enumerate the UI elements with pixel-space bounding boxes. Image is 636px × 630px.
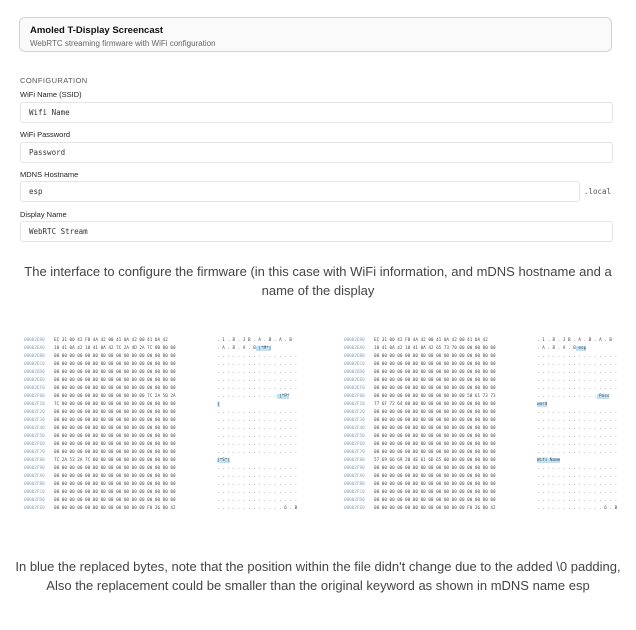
hex-ascii — [217, 482, 297, 487]
hex-ascii-text: . 1 . B . J B . A . B . A . B — [217, 338, 293, 343]
hex-ascii — [217, 506, 297, 511]
hex-ascii — [217, 354, 297, 359]
hex-bytes: 00 00 00 00 00 00 00 00 00 00 00 00 00 00 00 00 — [374, 482, 496, 487]
hex-bytes: 7C 2A 53 2A 7C 00 00 00 00 00 00 00 00 00 00 00 — [54, 458, 176, 463]
hex-ascii — [217, 426, 297, 431]
hex-offset: 00002EB0 — [24, 354, 45, 359]
hex-bytes: 00 00 00 00 00 00 00 00 00 00 00 00 00 00 00 00 — [374, 442, 496, 447]
hex-ascii — [537, 434, 617, 439]
hex-offset: 00002F40 — [344, 426, 365, 431]
hex-offset: 00002F30 — [344, 418, 365, 423]
hex-ascii-text: . . . . . . . . . . . . . . . . — [217, 490, 298, 495]
hex-bytes: 00 00 00 00 00 00 00 00 00 00 00 00 00 00 00 00 — [54, 378, 176, 383]
hex-ascii — [217, 378, 297, 383]
hex-offset: 00002E90 — [344, 338, 365, 343]
hex-offset: 00002F90 — [344, 466, 365, 471]
hex-offset: 00002FC0 — [24, 490, 45, 495]
hex-ascii-text: . . . . . . . . . . . . . . . . — [537, 498, 618, 503]
hex-ascii-text: . . . . . . . . . . . . . 6 . B — [537, 506, 618, 511]
hex-offset: 00002FA0 — [344, 474, 365, 479]
hex-bytes: 00 00 00 00 00 00 00 00 00 00 00 00 00 00 00 00 — [374, 466, 496, 471]
hex-offset: 00002F70 — [344, 450, 365, 455]
replaced-bytes-highlight: word — [537, 402, 548, 407]
hex-offset: 00002FD0 — [24, 498, 45, 503]
hex-ascii — [537, 506, 617, 511]
caption-interface: The interface to configure the firmware (in this case with WiFi information, and mDNS hostname and a name of the display — [24, 264, 612, 298]
hex-ascii — [217, 450, 297, 455]
hex-ascii — [217, 498, 297, 503]
hex-ascii — [537, 338, 617, 343]
hex-bytes: 00 00 00 00 00 00 00 00 00 00 00 00 00 00 00 00 — [54, 474, 176, 479]
hex-bytes: 00 00 00 00 00 00 00 00 00 00 00 00 00 00 00 00 — [54, 410, 176, 415]
replaced-bytes-highlight: esp — [575, 346, 587, 351]
hex-bytes: 00 00 00 00 00 00 00 00 00 00 00 00 00 00 00 00 — [374, 354, 496, 359]
hex-bytes: 00 00 00 00 00 00 00 00 00 00 00 00 00 00 00 00 — [374, 410, 496, 415]
hex-bytes: 57 69 66 69 20 4E 61 6D 65 00 00 00 00 00 00 00 — [374, 458, 496, 463]
hex-ascii — [537, 426, 617, 431]
hex-bytes: 00 00 00 00 00 00 00 00 00 00 00 00 00 00 00 00 — [54, 426, 176, 431]
hex-ascii-text: . . . . . . . . . . . . . . . . — [537, 482, 618, 487]
hex-offset: 00002EC0 — [344, 362, 365, 367]
hex-ascii — [217, 402, 297, 407]
hex-bytes: 00 00 00 00 00 00 00 00 00 00 00 00 00 00 00 00 — [54, 450, 176, 455]
hex-ascii-text: . . . . . . . . . . . . . . . . — [217, 482, 298, 487]
ssid-label: WiFi Name (SSID) — [20, 90, 82, 99]
hex-ascii-text: . . . . . . . . . . . . . . . . — [537, 354, 618, 359]
hex-ascii — [537, 490, 617, 495]
hex-ascii — [537, 418, 617, 423]
hex-offset: 00002ED0 — [344, 370, 365, 375]
hex-ascii — [217, 362, 297, 367]
hex-offset: 00002FA0 — [24, 474, 45, 479]
app-subtitle: WebRTC streaming firmware with WiFi configuration — [30, 39, 216, 48]
hex-ascii-text: . . . . . . . . . . . . . 6 . B — [217, 506, 298, 511]
hex-bytes: 10 41 0A 42 10 41 0A 42 7C 2A 4D 2A 7C 00 00 00 — [54, 346, 176, 351]
hex-ascii — [537, 346, 617, 351]
replaced-bytes-highlight: Wifi Name — [537, 458, 561, 463]
hex-ascii-text: . . . . . . . . . . . . . . . . — [537, 442, 618, 447]
hex-ascii-text: . . . . . . . . . . . . . . . . — [537, 378, 618, 383]
hex-bytes: 00 00 00 00 00 00 00 00 00 00 00 00 00 00 00 00 — [54, 482, 176, 487]
hex-offset: 00002FE0 — [24, 506, 45, 511]
hex-ascii-text: . . . . . . . . . . . . . . . . — [217, 426, 298, 431]
hex-offset: 00002F90 — [24, 466, 45, 471]
hex-offset: 00002EE0 — [344, 378, 365, 383]
hex-bytes: 10 41 0A 42 10 41 0A 42 65 73 70 00 00 00 00 00 — [374, 346, 496, 351]
hex-ascii — [537, 354, 617, 359]
replaced-bytes-highlight: |*P* — [276, 394, 290, 399]
hex-ascii-text: . . . . . . . . . . . . . . . . — [217, 370, 298, 375]
hex-offset: 00002EA0 — [24, 346, 45, 351]
hex-bytes: 00 00 00 00 00 00 00 00 00 00 00 00 00 00 00 00 — [54, 490, 176, 495]
hex-bytes: 00 00 00 00 00 00 00 00 00 00 00 00 00 00 00 00 — [54, 498, 176, 503]
hex-ascii — [217, 490, 297, 495]
mdns-hostname-input[interactable] — [20, 181, 580, 202]
hex-offset: 00002EC0 — [24, 362, 45, 367]
replaced-bytes-highlight: |*M*| — [255, 346, 272, 351]
display-name-input[interactable] — [20, 221, 613, 242]
hex-offset: 00002FB0 — [344, 482, 365, 487]
hex-ascii-text: . A . B . A . B — [217, 346, 256, 351]
hex-offset: 00002FB0 — [24, 482, 45, 487]
password-input[interactable] — [20, 142, 613, 163]
hex-offset: 00002F60 — [24, 442, 45, 447]
mdns-suffix: .local — [584, 187, 612, 196]
hex-bytes: 00 00 00 00 00 00 00 00 00 00 00 00 00 00 00 00 — [54, 354, 176, 359]
hex-offset: 00002F20 — [24, 410, 45, 415]
hex-ascii — [537, 386, 617, 391]
hex-offset: 00002F80 — [24, 458, 45, 463]
hex-ascii-text: . . . . . . . . . . . . . . . . — [217, 418, 298, 423]
hex-ascii — [537, 442, 617, 447]
hex-offset: 00002F40 — [24, 426, 45, 431]
hex-bytes: 00 00 00 00 00 00 00 00 00 00 00 00 F0 36 00 42 — [54, 506, 176, 511]
hex-offset: 00002F10 — [24, 402, 45, 407]
hex-ascii — [537, 410, 617, 415]
hex-ascii — [217, 394, 297, 399]
hex-bytes: 00 00 00 00 00 00 00 00 00 00 00 00 7C 2A 50 2A — [54, 394, 176, 399]
hex-offset: 00002ED0 — [24, 370, 45, 375]
hex-ascii-text: . . . . . . . . . . . . . . . . — [537, 450, 618, 455]
hex-ascii-text: . . . . . . . . . . . . . . . . — [537, 434, 618, 439]
hex-bytes: 00 00 00 00 00 00 00 00 00 00 00 00 00 00 00 00 — [374, 490, 496, 495]
hex-bytes: 00 00 00 00 00 00 00 00 00 00 00 00 00 00 00 00 — [374, 474, 496, 479]
hex-offset: 00002F80 — [344, 458, 365, 463]
hex-bytes: 00 00 00 00 00 00 00 00 00 00 00 00 00 00 00 00 — [374, 426, 496, 431]
display-name-label: Display Name — [20, 210, 67, 219]
hex-ascii — [217, 442, 297, 447]
hex-ascii-text: . . . . . . . . . . . . . . . . — [537, 490, 618, 495]
hex-offset: 00002F00 — [344, 394, 365, 399]
hex-ascii — [537, 450, 617, 455]
hex-offset: 00002FE0 — [344, 506, 365, 511]
hex-ascii — [537, 362, 617, 367]
hex-offset: 00002F10 — [344, 402, 365, 407]
hex-ascii — [217, 458, 297, 463]
hex-bytes: 00 00 00 00 00 00 00 00 00 00 00 00 00 00 00 00 — [374, 450, 496, 455]
hex-dump-original — [24, 338, 296, 514]
hex-bytes: 00 00 00 00 00 00 00 00 00 00 00 00 50 61 73 73 — [374, 394, 496, 399]
hex-offset: 00002EA0 — [344, 346, 365, 351]
hex-ascii — [217, 466, 297, 471]
hex-ascii — [537, 370, 617, 375]
ssid-input[interactable] — [20, 102, 613, 123]
hex-bytes: 77 6F 72 64 00 00 00 00 00 00 00 00 00 00 00 00 — [374, 402, 496, 407]
hex-ascii — [217, 338, 297, 343]
hex-ascii-text: . . . . . . . . . . . . . . . . — [537, 474, 618, 479]
hex-ascii-text: . . . . . . . . . . . . . . . . — [217, 386, 298, 391]
hex-ascii — [217, 474, 297, 479]
hex-ascii-text: . 1 . B . J B . A . B . A . B — [537, 338, 613, 343]
hex-bytes: 00 00 00 00 00 00 00 00 00 00 00 00 00 00 00 00 — [54, 370, 176, 375]
hex-offset: 00002EE0 — [24, 378, 45, 383]
hex-bytes: 00 00 00 00 00 00 00 00 00 00 00 00 00 00 00 00 — [374, 386, 496, 391]
hex-ascii-text: . . . . . . . . . . . . . . . . — [217, 450, 298, 455]
hex-ascii — [537, 466, 617, 471]
hex-bytes: 00 00 00 00 00 00 00 00 00 00 00 00 00 00 00 00 — [374, 418, 496, 423]
hex-bytes: 00 00 00 00 00 00 00 00 00 00 00 00 00 00 00 00 — [54, 386, 176, 391]
hex-bytes: 00 00 00 00 00 00 00 00 00 00 00 00 00 00 00 00 — [374, 434, 496, 439]
hex-ascii-text: . . . . . . . . . . . . . . . . — [537, 466, 618, 471]
replaced-bytes-highlight: | — [217, 402, 220, 407]
hex-ascii — [217, 410, 297, 415]
hex-bytes: 00 00 00 00 00 00 00 00 00 00 00 00 00 00 00 00 — [54, 434, 176, 439]
caption-hex-explanation: In blue the replaced bytes, note that the position within the file didn't change due to the added \0 padding, Also the replacement could be smaller than the original keyword as shown in mDNS name esp — [15, 559, 621, 593]
hex-bytes: 00 00 00 00 00 00 00 00 00 00 00 00 00 00 00 00 — [54, 362, 176, 367]
replaced-bytes-highlight: |*S*| — [217, 458, 230, 463]
hex-bytes: 00 00 00 00 00 00 00 00 00 00 00 00 00 00 00 00 — [54, 466, 176, 471]
hex-ascii — [217, 346, 297, 351]
mdns-label: MDNS Hostname — [20, 170, 79, 179]
hex-offset: 00002F60 — [344, 442, 365, 447]
hex-bytes: EC 31 00 42 F0 4A 42 00 41 0A 42 00 41 0A 42 — [54, 338, 168, 343]
hex-ascii-text: . . . . . . . . . . . . . . . . — [217, 498, 298, 503]
hex-ascii-text: . . . . . . . . . . . . . . . . — [217, 362, 298, 367]
hex-offset: 00002EB0 — [344, 354, 365, 359]
hex-ascii-text: . . . . . . . . . . . . . . . . — [217, 410, 298, 415]
hex-ascii — [217, 434, 297, 439]
hex-ascii — [537, 498, 617, 503]
hex-ascii — [537, 378, 617, 383]
hex-ascii-text: . . . . . . . . . . . . . . . . — [537, 410, 618, 415]
hex-bytes: 00 00 00 00 00 00 00 00 00 00 00 00 00 00 00 00 — [54, 418, 176, 423]
hex-offset: 00002EF0 — [344, 386, 365, 391]
hex-offset: 00002FD0 — [344, 498, 365, 503]
hex-ascii-text: . . . . . . . . . . . . . . . . — [217, 378, 298, 383]
hex-bytes: 00 00 00 00 00 00 00 00 00 00 00 00 00 00 00 00 — [374, 498, 496, 503]
hex-dump-patched — [344, 338, 616, 514]
hex-ascii-text: . . . . . . . . . . . . . . . . — [217, 474, 298, 479]
hex-bytes: 7C 00 00 00 00 00 00 00 00 00 00 00 00 00 00 00 — [54, 402, 176, 407]
hex-ascii — [537, 458, 617, 463]
configuration-section-title: CONFIGURATION — [20, 76, 88, 85]
hex-bytes: 00 00 00 00 00 00 00 00 00 00 00 00 00 00 00 00 — [374, 362, 496, 367]
hex-offset: 00002F70 — [24, 450, 45, 455]
hex-ascii-text: . . . . . . . . . . . . . . . . — [217, 434, 298, 439]
hex-ascii — [537, 474, 617, 479]
hex-ascii-text: . . . . . . . . . . . . . . . . — [537, 418, 618, 423]
hex-offset: 00002FC0 — [344, 490, 365, 495]
hex-offset: 00002F30 — [24, 418, 45, 423]
hex-bytes: 00 00 00 00 00 00 00 00 00 00 00 00 00 00 00 00 — [54, 442, 176, 447]
hex-offset: 00002F20 — [344, 410, 365, 415]
hex-ascii — [537, 482, 617, 487]
app-header-card — [19, 17, 612, 52]
hex-bytes: EC 31 00 42 F0 4A 42 00 41 0A 42 00 41 0A 42 — [374, 338, 488, 343]
hex-ascii — [537, 394, 617, 399]
hex-ascii-text: . . . . . . . . . . . . . . . . — [537, 370, 618, 375]
hex-bytes: 00 00 00 00 00 00 00 00 00 00 00 00 00 00 00 00 — [374, 378, 496, 383]
hex-offset: 00002E90 — [24, 338, 45, 343]
hex-ascii-text: . . . . . . . . . . . . . . . . — [537, 426, 618, 431]
hex-offset: 00002F00 — [24, 394, 45, 399]
hex-offset: 00002EF0 — [24, 386, 45, 391]
hex-ascii-text: . . . . . . . . . . . . . . . . — [217, 466, 298, 471]
hex-offset: 00002F50 — [24, 434, 45, 439]
hex-ascii-text: . . . . . . . . . . . . . . . . — [217, 442, 298, 447]
hex-bytes: 00 00 00 00 00 00 00 00 00 00 00 00 F0 36 00 42 — [374, 506, 496, 511]
hex-offset: 00002F50 — [344, 434, 365, 439]
hex-ascii — [537, 402, 617, 407]
replaced-bytes-highlight: Pass — [596, 394, 610, 399]
hex-ascii — [217, 386, 297, 391]
hex-ascii-text: . . . . . . . . . . . . — [217, 394, 277, 399]
app-title: Amoled T-Display Screencast — [30, 25, 164, 36]
hex-ascii-text: . . . . . . . . . . . . . . . . — [537, 386, 618, 391]
hex-ascii-text: . . . . . . . . . . . . . . . . — [217, 354, 298, 359]
hex-ascii — [217, 418, 297, 423]
password-label: WiFi Password — [20, 130, 71, 139]
hex-ascii-text: . . . . . . . . . . . . . . . . — [537, 362, 618, 367]
hex-ascii — [217, 370, 297, 375]
hex-ascii-text: . . . . . . . . . . . . — [537, 394, 597, 399]
hex-bytes: 00 00 00 00 00 00 00 00 00 00 00 00 00 00 00 00 — [374, 370, 496, 375]
hex-ascii-text: . A . B . A . B — [537, 346, 576, 351]
